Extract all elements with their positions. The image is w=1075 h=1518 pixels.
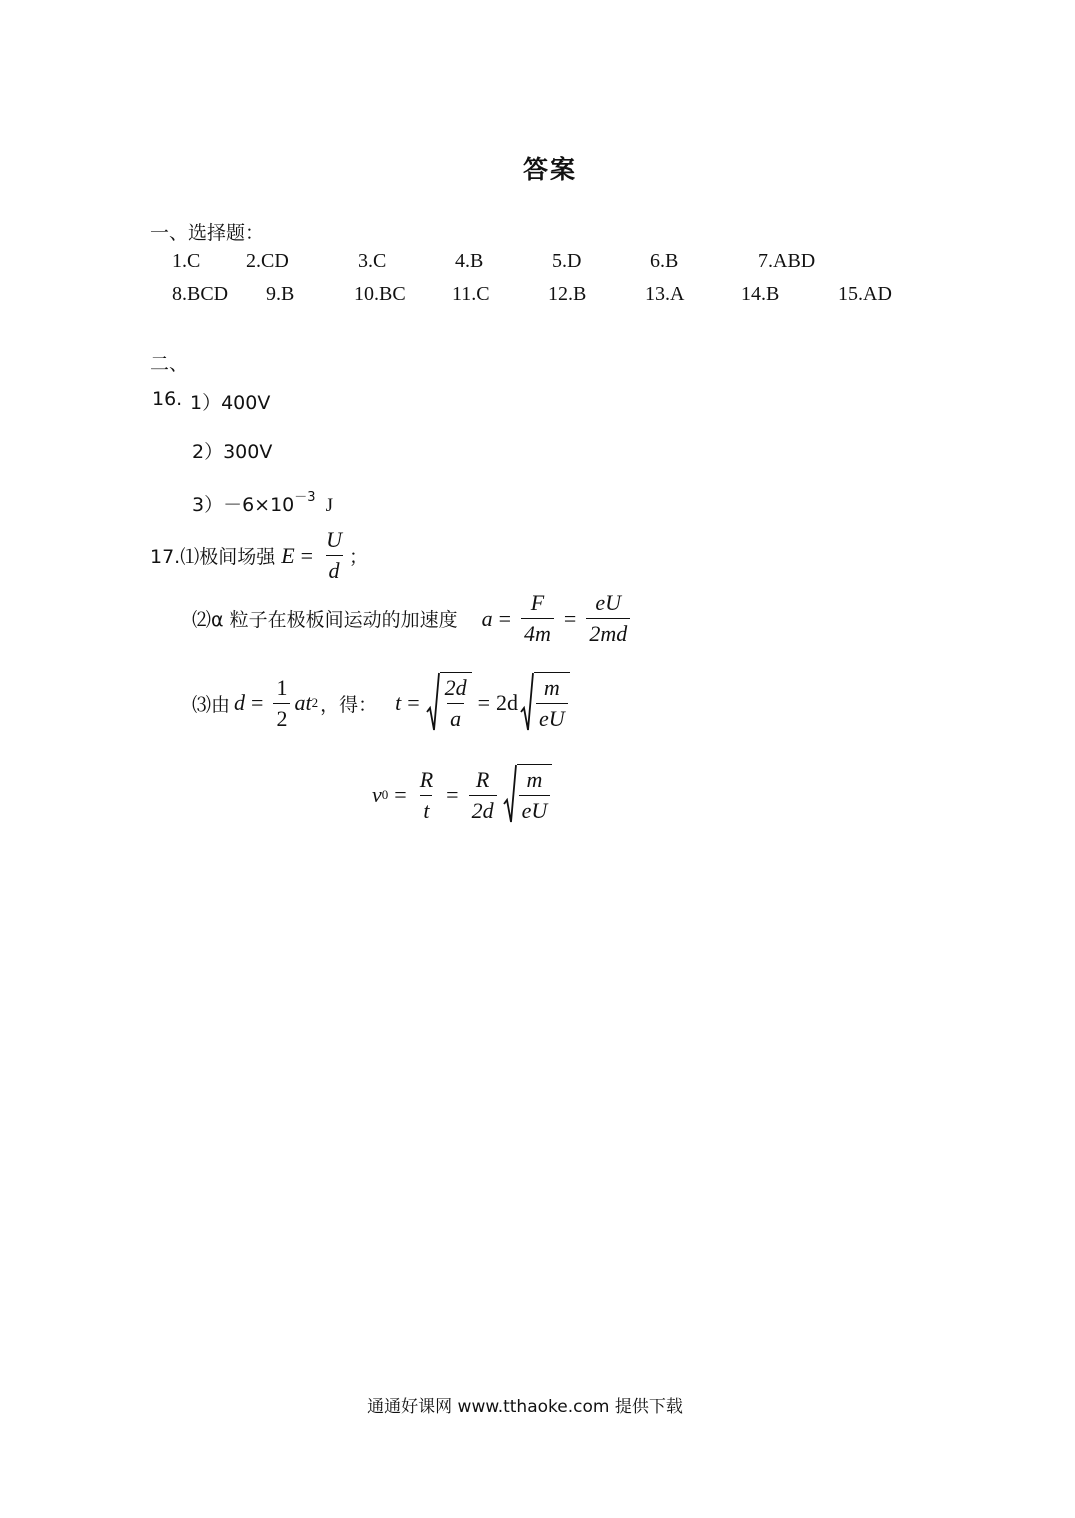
sqrt-2d-over-a	[426, 672, 472, 734]
answer-item: 11.C	[452, 283, 490, 305]
answer-item: 15.AD	[838, 283, 892, 305]
numerator-2d: 2d	[444, 675, 467, 700]
denominator-d: d	[326, 555, 343, 584]
answer-item: 1.C	[172, 250, 201, 272]
fraction-U-over-d	[323, 527, 345, 584]
q16-answer-1: 1）400V	[190, 392, 271, 414]
radical-sign-icon	[426, 672, 440, 734]
answer-item: 13.A	[645, 283, 685, 305]
denominator-a: a	[447, 703, 464, 732]
formula-displacement: d = $\frac{1}{2}$ at 2	[234, 674, 319, 731]
fraction-R-over-2d	[469, 767, 497, 824]
q17-part-3-mid: ，得：	[320, 693, 378, 716]
denominator-2: 2	[273, 703, 290, 732]
section2-heading: 二、	[150, 353, 189, 375]
q17-part-1-label: 17.⑴极间场强	[150, 546, 276, 568]
numerator-F: F	[530, 590, 545, 615]
numerator-R: R	[475, 766, 490, 792]
q16-answer-3	[192, 486, 333, 517]
sqrt-m-over-eU	[520, 672, 570, 734]
coefficient-2d: 2d	[496, 690, 519, 715]
answer-item: 9.B	[266, 283, 295, 305]
numerator-eU: eU	[595, 590, 622, 615]
formula-time: t = $\frac{2d}{a}$ = 2d $\frac{m}{eU}$	[395, 672, 570, 734]
q16-answer-3-exponent: －3	[294, 490, 316, 505]
q16-answer-3-unit: J	[325, 495, 334, 516]
denominator-eU: eU	[536, 703, 568, 732]
q17-part-1-suffix: ；	[348, 546, 368, 568]
symbol-d: d	[234, 690, 246, 715]
formula-field-strength: E = $\frac{U}{d}$	[281, 527, 349, 584]
symbol-E: E	[281, 542, 295, 568]
q17-part-3-label: ⑶由	[192, 693, 231, 716]
page-title: 答案	[522, 155, 577, 184]
answer-item: 7.ABD	[758, 250, 816, 272]
formula-acceleration: a = $\frac{F}{4m}$ = $\frac{eU}{2md}$	[482, 590, 635, 647]
fraction-eU-over-2md	[586, 590, 630, 647]
numerator-U: U	[326, 527, 342, 552]
term-at: at	[294, 690, 312, 715]
answer-item: 3.C	[358, 250, 387, 272]
numerator-m: m	[526, 767, 543, 792]
formula-initial-velocity: v 0 = $\frac{R}{t}$ = $\frac{R}{2d}$ $\frac{m}{eU}$	[372, 764, 552, 826]
denominator-2md: 2md	[586, 618, 630, 647]
symbol-a: a	[481, 605, 493, 631]
denominator-eU: eU	[519, 795, 551, 824]
denominator-4m: 4m	[521, 618, 554, 647]
sqrt-m-over-eU	[503, 764, 553, 826]
answer-item: 10.BC	[354, 283, 406, 305]
q16-answer-2: 2）300V	[192, 441, 273, 463]
denominator-2d: 2d	[469, 795, 497, 824]
fraction-one-half	[273, 675, 290, 732]
q16-answer-3-base: 3）－6×10	[192, 494, 295, 516]
subscript-0: 0	[381, 787, 389, 802]
radical-sign-icon	[520, 672, 534, 734]
answer-item: 8.BCD	[172, 283, 229, 305]
exponent-2: 2	[311, 695, 319, 710]
footer-text: 通通好课网 www.tthaoke.com 提供下载	[367, 1397, 683, 1417]
numerator-m: m	[543, 675, 560, 700]
radical-sign-icon	[503, 764, 517, 826]
q16-label: 16.	[152, 388, 183, 410]
symbol-t: t	[395, 690, 402, 715]
answer-item: 12.B	[548, 283, 587, 305]
denominator-t: t	[420, 795, 432, 824]
answer-item: 5.D	[552, 250, 582, 272]
q17-part-3	[192, 672, 570, 734]
symbol-v: v	[372, 782, 382, 807]
q17-part-2	[192, 590, 634, 647]
fraction-F-over-4m	[521, 590, 554, 647]
q17-part-2-label: ⑵α 粒子在极板间运动的加速度	[192, 609, 458, 631]
numerator-1: 1	[276, 674, 288, 700]
fraction-R-over-t	[417, 767, 436, 824]
answer-item: 14.B	[741, 283, 780, 305]
answer-item: 4.B	[455, 250, 484, 272]
answer-item: 2.CD	[246, 250, 289, 272]
q17-part-1	[150, 527, 368, 584]
numerator-R: R	[419, 766, 434, 792]
answer-item: 6.B	[650, 250, 679, 272]
section1-heading: 一、选择题：	[150, 222, 265, 244]
